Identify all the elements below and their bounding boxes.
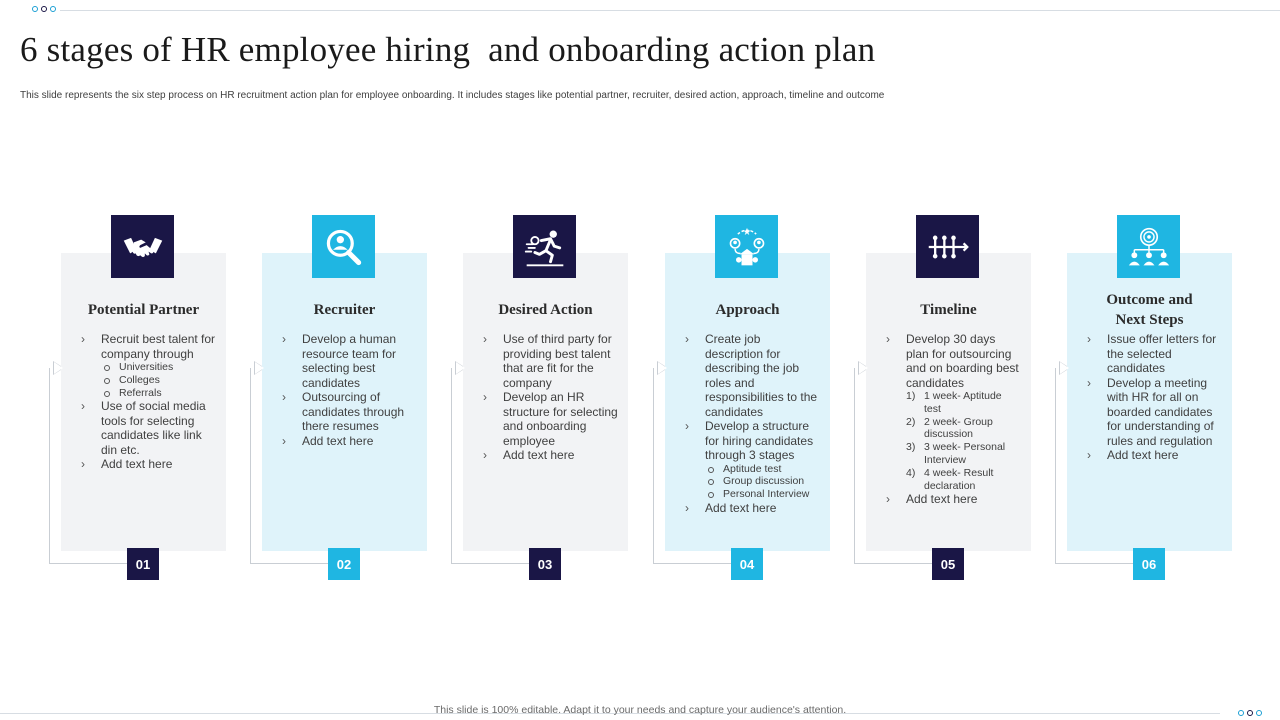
stage-03 bbox=[463, 215, 628, 581]
point-text: Add text here bbox=[503, 448, 575, 462]
numbered-item-text: 2 week- Group discussion bbox=[924, 415, 993, 441]
point-text: Create job description for describing the job roles and responsibilities to the candidates bbox=[705, 332, 818, 419]
team-network-icon bbox=[725, 225, 769, 269]
stage-points bbox=[1085, 332, 1222, 463]
stage-number-badge: 05 bbox=[932, 548, 964, 580]
stage-06 bbox=[1067, 215, 1232, 581]
stage-points bbox=[683, 332, 820, 515]
point-text: Develop a structure for hiring candidates through 3 stages bbox=[705, 419, 814, 462]
list-item bbox=[79, 457, 216, 472]
stage-number-badge: 04 bbox=[731, 548, 763, 580]
stage-icon-box bbox=[312, 215, 375, 278]
numbered-item bbox=[906, 390, 1021, 416]
list-item bbox=[280, 434, 417, 449]
stage-icon-box bbox=[916, 215, 979, 278]
numbered-item-text: 3 week- Personal Interview bbox=[924, 441, 1006, 466]
target-team-icon bbox=[1127, 225, 1171, 269]
sub-list-item: Personal Interview bbox=[705, 488, 820, 501]
numbered-item bbox=[906, 441, 1021, 467]
top-rule bbox=[60, 10, 1280, 11]
stage-icon-box bbox=[715, 215, 778, 278]
sub-list-item: Group discussion bbox=[705, 475, 820, 488]
stage-title: Outcome and Next Steps bbox=[1106, 292, 1193, 328]
point-text: Add text here bbox=[1107, 448, 1179, 462]
sub-list-item: Colleges bbox=[101, 374, 216, 387]
list-item bbox=[1085, 448, 1222, 463]
list-item bbox=[280, 390, 417, 434]
stage-title: Timeline bbox=[920, 302, 977, 318]
stage-points bbox=[481, 332, 618, 463]
stage-title: Desired Action bbox=[498, 302, 593, 318]
stage-number-badge: 01 bbox=[127, 548, 159, 580]
slide-footer: This slide is 100% editable. Adapt it to your needs and capture your audience's attention. bbox=[433, 704, 847, 716]
point-text: Develop 30 days plan for outsourcing and on boarding best candidates bbox=[906, 332, 1019, 390]
sub-list bbox=[101, 361, 216, 399]
stage-02 bbox=[262, 215, 427, 581]
stage-number-badge: 03 bbox=[529, 548, 561, 580]
point-text: Develop a meeting with HR for all on boarded candidates for understanding of rules and regulation bbox=[1107, 375, 1214, 448]
sub-list-item: Aptitude test bbox=[705, 463, 820, 476]
point-text: Use of social media tools for selecting candidates like link din etc. bbox=[101, 399, 206, 457]
list-item bbox=[481, 448, 618, 463]
point-text: Use of third party for providing best talent that are fit for the company bbox=[503, 332, 612, 390]
stage-number-badge: 02 bbox=[328, 548, 360, 580]
timeline-icon bbox=[926, 225, 970, 269]
numbered-item bbox=[906, 467, 1021, 493]
list-item bbox=[884, 332, 1021, 492]
handshake-icon bbox=[121, 225, 165, 269]
stage-points bbox=[280, 332, 417, 448]
connector-arrow bbox=[255, 362, 264, 374]
stage-title: Potential Partner bbox=[87, 302, 200, 318]
connector-arrow bbox=[859, 362, 868, 374]
stage-title: Recruiter bbox=[313, 302, 376, 318]
list-item bbox=[481, 390, 618, 448]
numbered-item-text: 1 week- Aptitude test bbox=[924, 390, 1002, 415]
list-item bbox=[280, 332, 417, 390]
list-item bbox=[683, 501, 820, 516]
sub-list bbox=[705, 463, 820, 501]
point-text: Outsourcing of candidates through there resumes bbox=[302, 390, 405, 433]
slide-title: 6 stages of HR employee hiring and onboarding action plan bbox=[20, 30, 876, 69]
stage-title: Approach bbox=[715, 302, 780, 318]
sub-list-item: Referrals bbox=[101, 387, 216, 400]
list-item bbox=[481, 332, 618, 390]
stage-icon-box bbox=[111, 215, 174, 278]
point-text: Add text here bbox=[906, 492, 978, 507]
list-item bbox=[884, 492, 1021, 507]
stage-points bbox=[884, 332, 1021, 507]
point-text: Recruit best talent for company through bbox=[101, 332, 216, 361]
stage-01 bbox=[61, 215, 226, 581]
list-item bbox=[683, 332, 820, 419]
point-text: Develop a human resource team for selecting best candidates bbox=[302, 332, 397, 390]
connector-arrow bbox=[658, 362, 667, 374]
stage-icon-box bbox=[1117, 215, 1180, 278]
numbered-list bbox=[906, 390, 1021, 492]
point-text: Issue offer letters for the selected candidates bbox=[1107, 332, 1217, 375]
magnifier-user-icon bbox=[322, 225, 366, 269]
point-text: Add text here bbox=[101, 457, 173, 472]
list-item bbox=[683, 419, 820, 501]
slide-subtitle: This slide represents the six step process on HR recruitment action plan for employee onboarding. It includes stages like potential partner, recruiter, desired action, approach, timeline and outcome bbox=[20, 90, 885, 101]
point-text: Add text here bbox=[705, 500, 777, 515]
list-item bbox=[1085, 332, 1222, 376]
stage-04 bbox=[665, 215, 830, 581]
numbered-item bbox=[906, 416, 1021, 442]
point-text: Develop an HR structure for selecting and onboarding employee bbox=[503, 390, 618, 448]
stage-05 bbox=[866, 215, 1031, 581]
running-person-icon bbox=[523, 225, 567, 269]
list-item bbox=[79, 399, 216, 457]
list-item bbox=[79, 332, 216, 399]
list-item bbox=[1085, 376, 1222, 449]
stage-points bbox=[79, 332, 216, 472]
numbered-item-text: 4 week- Result declaration bbox=[924, 466, 994, 492]
stage-icon-box bbox=[513, 215, 576, 278]
connector-arrow bbox=[54, 362, 63, 374]
stage-number-badge: 06 bbox=[1133, 548, 1165, 580]
sub-list-item: Universities bbox=[101, 361, 216, 374]
decorative-dots bbox=[32, 6, 56, 12]
connector-arrow bbox=[1060, 362, 1069, 374]
point-text: Add text here bbox=[302, 433, 374, 448]
connector-arrow bbox=[456, 362, 465, 374]
